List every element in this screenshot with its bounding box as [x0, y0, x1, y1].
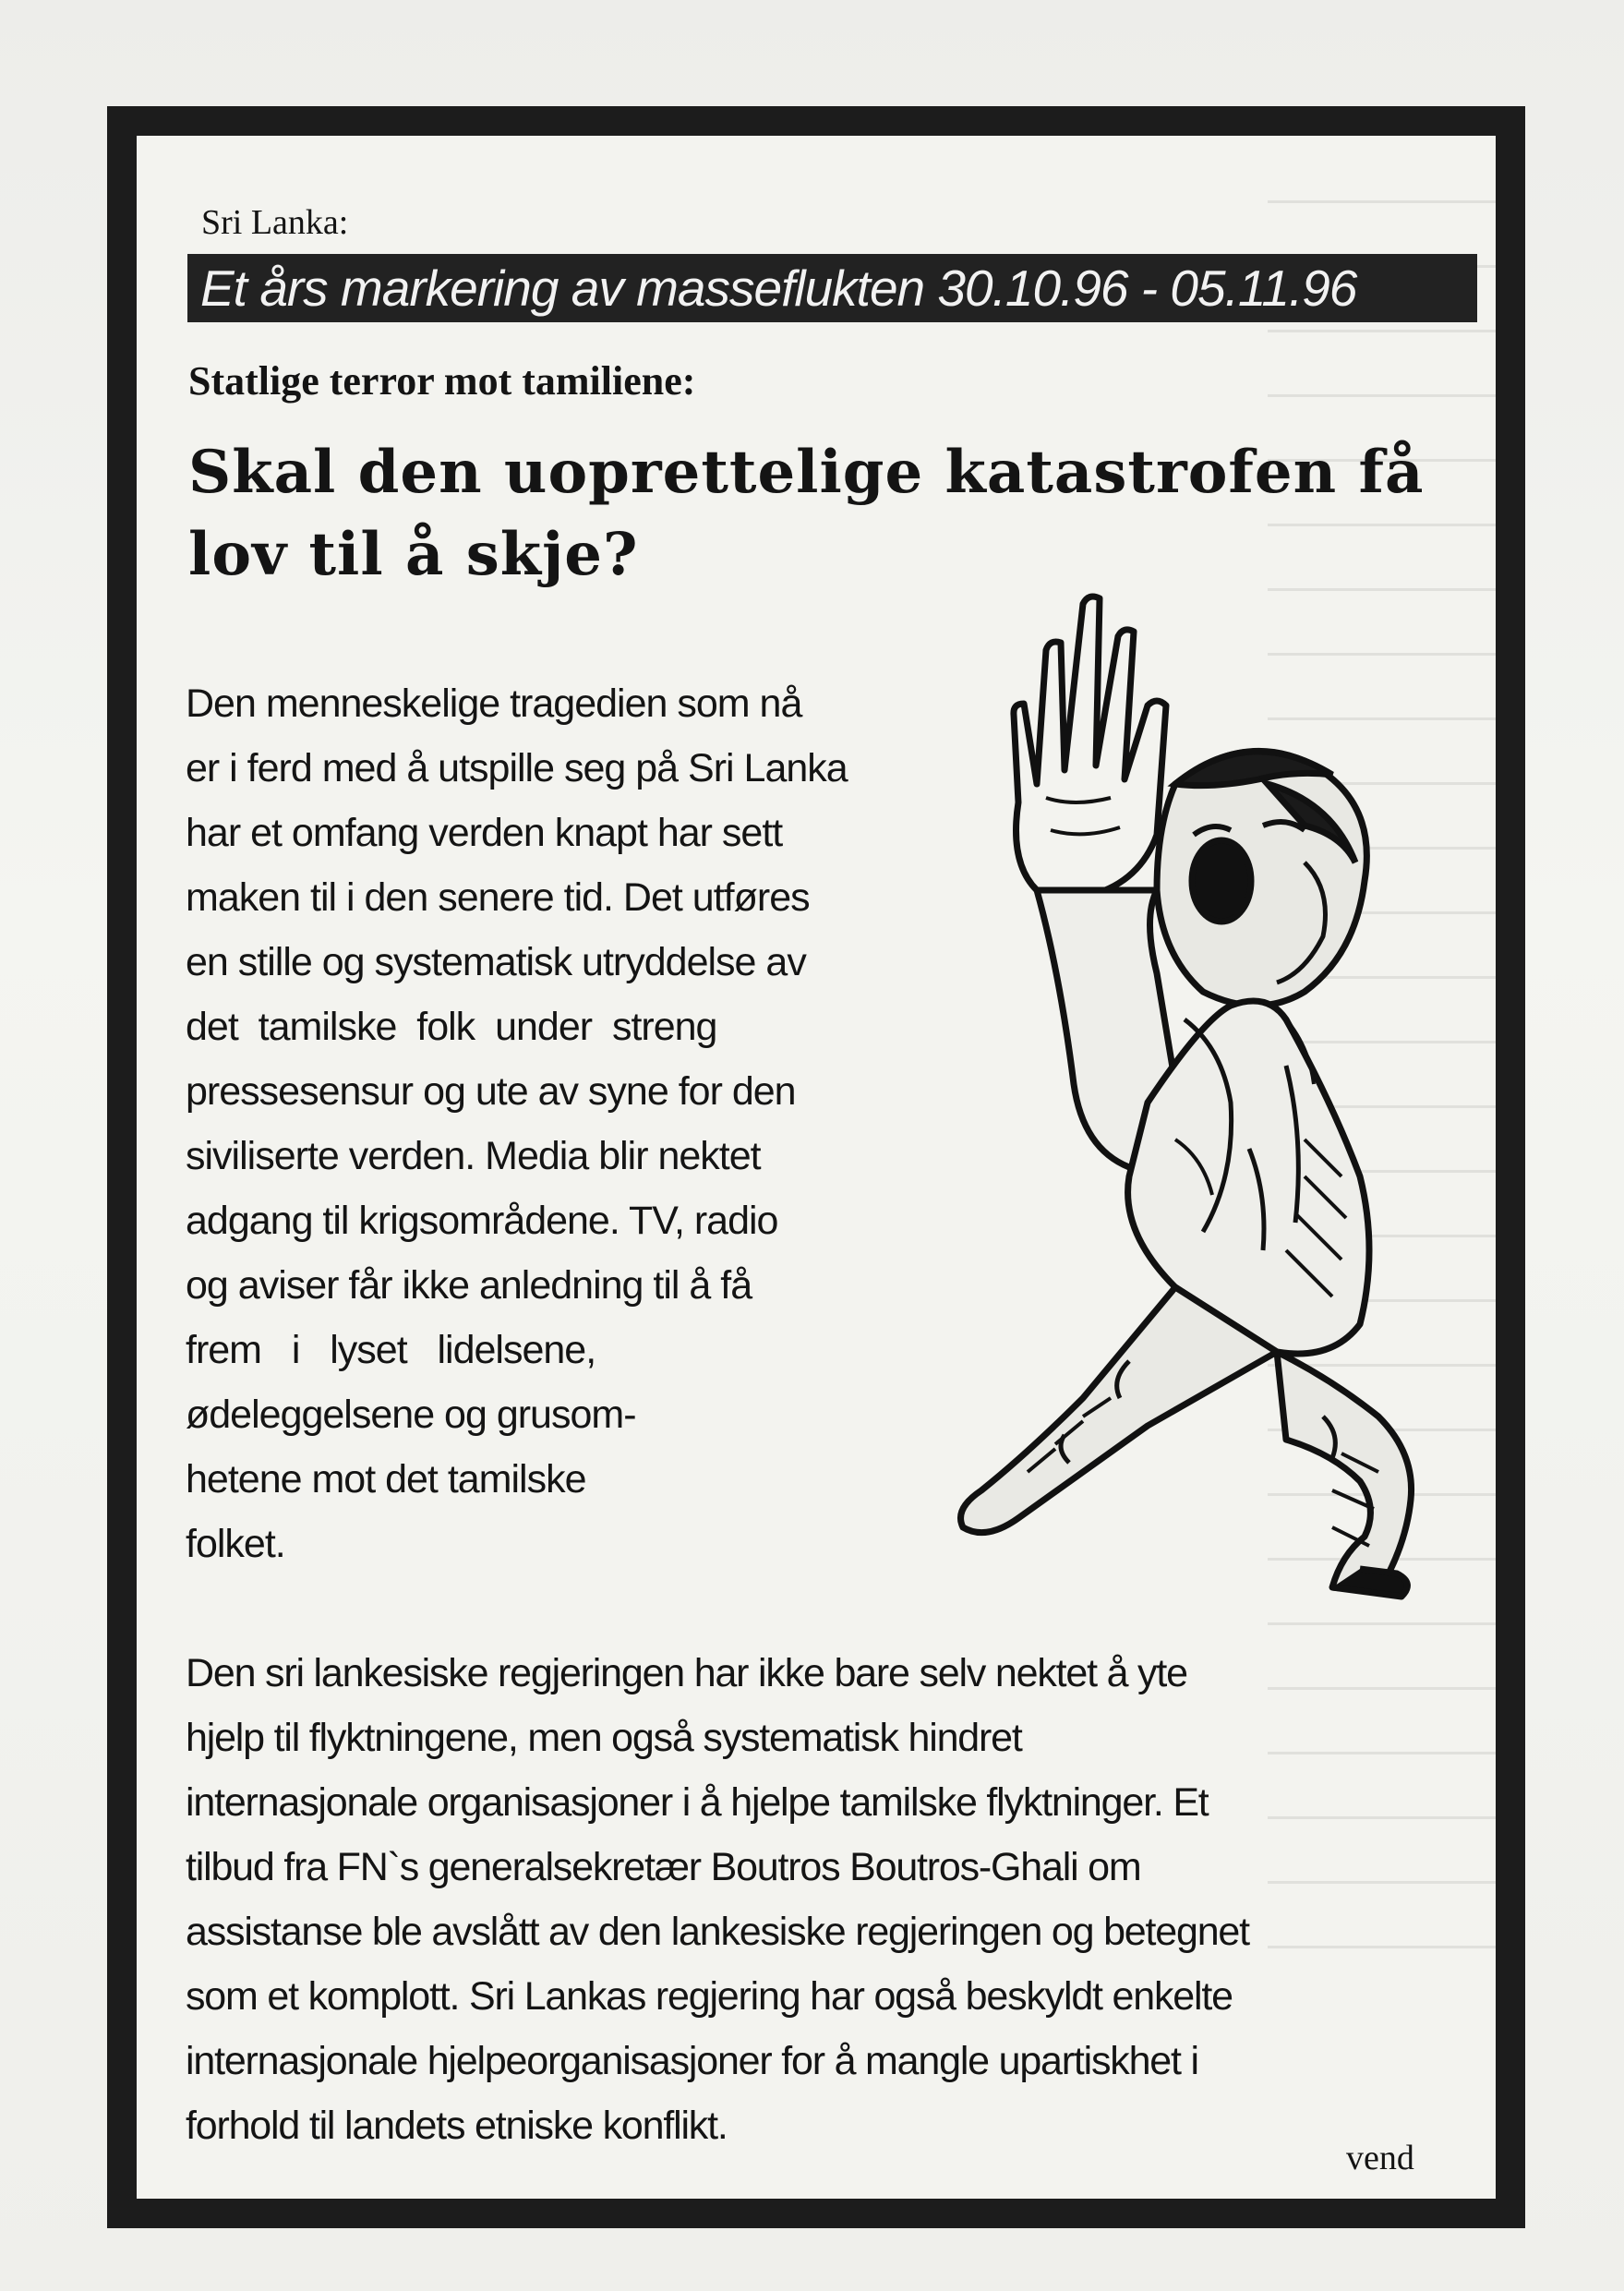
headline: Skal den uoprettelige katastrofen få lov til å skje? [188, 438, 1425, 589]
raised-hand [1014, 597, 1166, 895]
leaflet-content [137, 136, 1496, 2199]
head [1157, 751, 1366, 1006]
government-paragraph: Den sri lankesiske regjeringen har ikke bare selv nektet å yte hjelp til flyktningene, men også systematisk hindret internasjonale organisasjoner i å hjelpe tamilske flyktninger. Et tilbud fra FN`s generalsekretær Boutros Boutros-Ghali om assistanse ble avslått av den lankesiske regjeringen og betegnet som et komplott. Sri Lankas regjering har også beskyldt enkelte internasjonale hjelpeorganisasjoner for å mangle upartiskhet i forhold til landets etniske konflikt. [186, 1651, 1249, 2148]
screaming-figure-illustration [898, 585, 1423, 1610]
intro-paragraph: Den menneskelige tragedien som nå er i ferd med å utspille seg på Sri Lanka har et omfang verden knapt har sett maken til i den senere tid. Det utføres en stille og systematisk utryddelse av det tamilske folk under streng pressesensur og ute av syne for den siviliserte verden. Media blir nektet adgang til krigsområdene. TV, radio og aviser får ikke anledning til å få frem i lyset lidelsene, ødeleggelsene og grusom- hetene mot det tamilske folket. [186, 681, 848, 1566]
subheading: Statlige terror mot tamiliene: [188, 358, 696, 404]
anniversary-banner: Et års markering av masseflukten 30.10.96 - 05.11.96 [187, 254, 1477, 322]
leaflet-frame [107, 106, 1525, 2228]
country-label: Sri Lanka: [201, 203, 349, 242]
turn-over-label: vend [1346, 2139, 1414, 2177]
